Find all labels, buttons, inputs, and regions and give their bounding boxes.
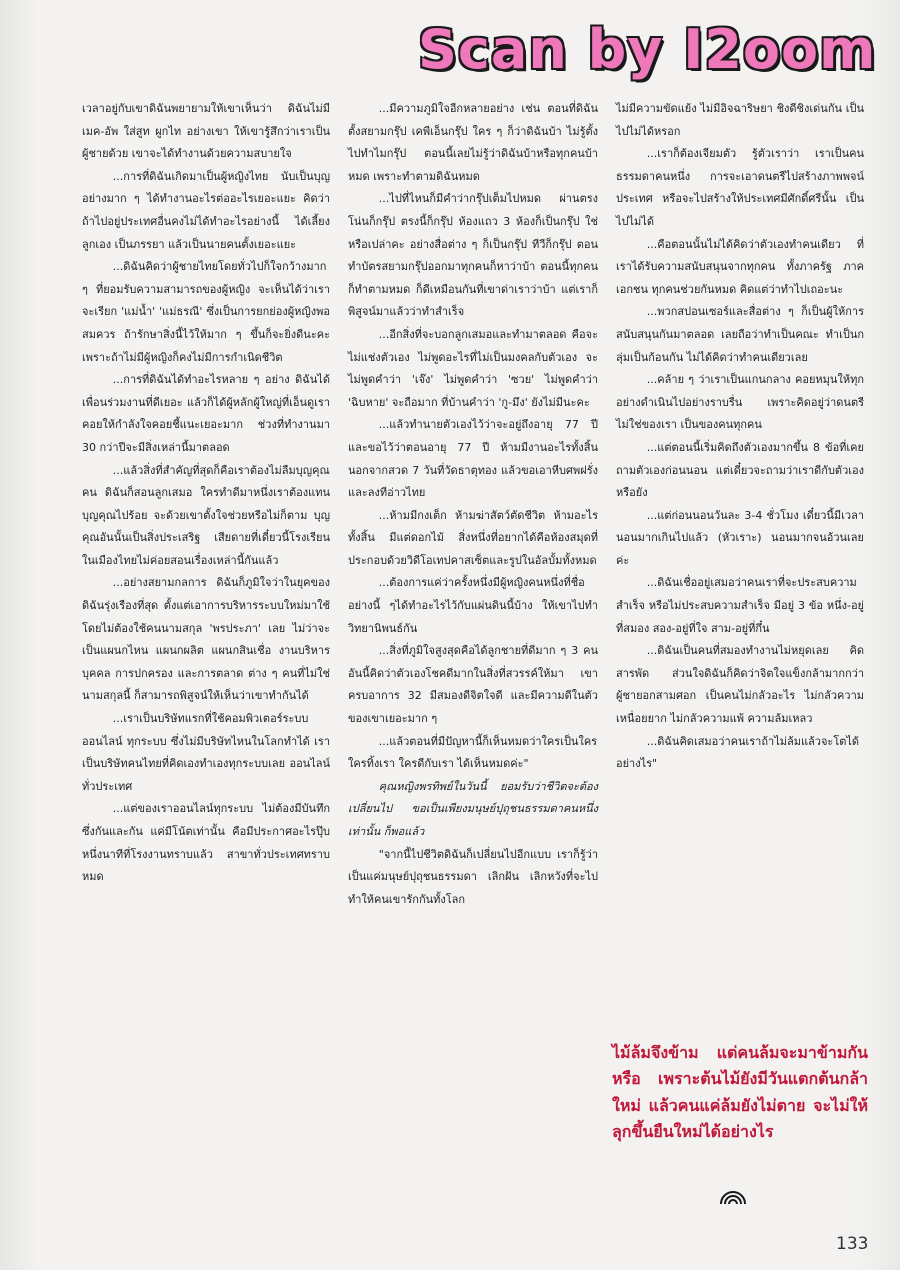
- paragraph: ...แต่ตอนนี้เริ่มคิดถึงตัวเองมากขึ้น 8 ข้อที่เคยถามตัวเองก่อนนอน แต่เดี๋ยวจะถามว่าเราดีกับตัวเองหรือยัง: [616, 440, 864, 500]
- paragraph: ...ต้องการแค่ว่าครั้งหนึ่งมีผู้หญิงคนหนึ่งที่ชื่ออย่างนี้ ๆได้ทำอะไรไว้กับแผ่นดินนี้บ้าง ให้เขาไปทำวิทยานิพนธ์กัน: [348, 576, 598, 635]
- paragraph: เวลาอยู่กับเขาดิฉันพยายามให้เขาเห็นว่า ดิฉันไม่มีเมค-อัพ ใส่สูท ผูกไท อย่างเขา ให้เขารู้สึกว่าเราเป็นผู้ชายด้วย เขาจะได้ทำงานด้วยความสบายใจ: [82, 102, 330, 161]
- paragraph: ...ห้ามมีกงเต็ก ห้ามฆ่าสัตว์ตัดชีวิต ห้ามอะไรทั้งสิ้น มีแต่ดอกไม้ สิ่งหนึ่งที่อยากได้คือห้องสมุดที่ประกอบด้วยวิดีโอเทปคาสเซ็ตและรูปในอัลบั้มทั้งหมด: [348, 508, 598, 567]
- paragraph: ...ไปที่ไหนก็มีคำว่ากรุ๊ปเต็มไปหมด ผ่านตรงโน่นก็กรุ๊ป ตรงนี้ก็กรุ๊ป ห้องแถว 3 ห้องก็เป็นกรุ๊ป ใช่หรือเปล่าคะ อย่างสื่อต่าง ๆ ก็เป็นกรุ๊ป ทีวีก็กรุ๊ป ตอนทำบัตรสยามกรุ๊ปออกมาทุกคนก็หาว่าบ้า ตอนนี้ทุกคนก็ทำตามหมด ก็ดีเหมือนกันที่เขาด่าเราว่าบ้า แต่เราก็พิสูจน์มาแล้วว่าทำสำเร็จ: [348, 192, 598, 319]
- paragraph: ...ดิฉันคิดว่าผู้ชายไทยโดยทั่วไปก็ใจกว้างมาก ๆ ที่ยอมรับความสามารถของผู้หญิง จะเห็นได้ว่าเราจะเรียก 'แม่น้ำ' 'แม่ธรณี' ซึ่งเป็นการยกย่องผู้หญิงพอสมควร ถ้ารักษาสิ่งนี้ไว้ให้มาก ๆ ขึ้นก็จะยิ่งดีนะคะ เพราะถ้าไม่มีผู้หญิงก็คงไม่มีการกำเนิดชีวิต: [82, 260, 330, 364]
- article-column-3: [616, 98, 864, 776]
- paragraph: ...การที่ดิฉันเกิดมาเป็นผู้หญิงไทย นับเป็นบุญอย่างมาก ๆ ได้ทำงานอะไรต่ออะไรเยอะแยะ คิดว่าถ้าไปอยู่ประเทศอื่นคงไม่ได้ทำอะไรอย่างนี้ ได้เลี้ยงลูกเอง เป็นภรรยา แล้วเป็นนายคนตั้งเยอะแยะ: [82, 169, 330, 251]
- paragraph: ...ดิฉันคิดเสมอว่าคนเราถ้าไม่ล้มแล้วจะโตได้อย่างไร": [616, 734, 860, 771]
- page-number: 133: [836, 1234, 869, 1254]
- paragraph: "จากนี้ไปชีวิตดิฉันก็เปลี่ยนไปอีกแบบ เราก็รู้ว่าเป็นแค่มนุษย์ปุถุชนธรรมดา เลิกฝัน เลิกหวังที่จะไปทำให้คนเขารักกันทั้งโลก: [348, 847, 598, 906]
- paragraph: ...การที่ดิฉันได้ทำอะไรหลาย ๆ อย่าง ดิฉันได้เพื่อนร่วมงานที่ดีเยอะ แล้วก็ได้ผู้หลักผู้ใหญ่ที่เอ็นดูเรา คอยให้กำลังใจคอยชี้แนะเยอะมาก ช่วงที่ทำงานมา 30 กว่าปีจะมีสิ่งเหล่านี้มาตลอด: [82, 373, 330, 454]
- paragraph: ...สิ่งที่ภูมิใจสูงสุดคือได้ลูกชายที่ดีมาก ๆ 3 คน อันนี้คิดว่าตัวเองโชคดีมากในสิ่งที่สวรรค์ให้มา เขาครบอาการ 32 มีสมองดีจิตใจดี และมีความดีในตัวของเขาเยอะมาก ๆ: [348, 644, 598, 726]
- paragraph: ...คือตอนนั้นไม่ได้คิดว่าตัวเองทำคนเดียว ที่เราได้รับความสนับสนุนจากทุกคน ทั้งภาครัฐ ภาคเอกชน ทุกคนช่วยกันหมด คิดแต่ว่าทำไปเถอะนะ: [616, 237, 864, 296]
- paragraph: ...แล้วสิ่งที่สำคัญที่สุดก็คือเราต้องไม่ลืมบุญคุณคน ดิฉันก็สอนลูกเสมอ ใครทำดีมาหนึ่งเราต้องแทนบุญคุณไปร้อย จะด้วยเขาตั้งใจช่วยหรือไม่ก็ตาม บุญคุณอันนั้นเป็นสิ่งประเสริฐ เสียดายที่เดี๋ยวนี้โรงเรียนในเมืองไทยไม่ค่อยสอนเรื่องเหล่านี้กันแล้ว: [82, 463, 330, 567]
- paragraph: ...แล้วทำนายตัวเองไว้ว่าจะอยู่ถึงอายุ 77 ปีและขอไว้ว่าตอนอายุ 77 ปี ห้ามมีงานอะไรทั้งสิ้น นอกจากสวด 7 วันที่วัดธาตุทอง แล้วขอเอาหีบศพฝรั่ง และลงทีอ่าวไทย: [348, 418, 598, 500]
- article-column-2: [348, 98, 598, 911]
- paragraph: ...แล้วตอนที่มีปัญหานี้ก็เห็นหมดว่าใครเป็นใคร ใครทิ้งเรา ใครดีกับเรา ได้เห็นหมดค่ะ": [348, 734, 598, 771]
- paragraph: ...แต่ของเราออนไลน์ทุกระบบ ไม่ต้องมีบันทึกซึ่งกันและกัน แค่มีโน้ตเท่านั้น คือมีประกาศอะไรปุ๊บ หนึ่งนาทีที่โรงงานทราบแล้ว สาขาทั่วประเทศทราบหมด: [82, 802, 330, 884]
- paragraph: ...ดิฉันเป็นคนที่สมองทำงานไม่หยุดเลย คิดสารพัด ส่วนใจดิฉันก็คิดว่าจิตใจแข็งกล้ามากกว่าผู้ชายอกสามศอก เป็นคนไม่กลัวอะไร ไม่กลัวความเหนื่อยยาก ไม่กลัวความแพ้ ความล้มเหลว: [616, 644, 864, 726]
- paragraph: ...อย่างสยามกลการ ดิฉันก็ภูมิใจว่าในยุคของดิฉันรุ่งเรืองที่สุด ตั้งแต่เอาการบริหารระบบใหม่มาใช้ โดยไม่ต้องใช้คนนามสกุล 'พรประภา' เลย ไม่ว่าจะเป็นแผนกไหน แผนกผลิต แผนกสินเชื่อ งานบริหารบุคคล การปกครอง และการตลาด ต่าง ๆ คนที่ไม่ใช่นามสกุลนี้ ก็สามารถพิสูจน์ให้เห็นว่าเขาทำกันได้: [82, 576, 330, 703]
- paragraph: ...ดิฉันเชื่ออยู่เสมอว่าคนเราที่จะประสบความสำเร็จ หรือไม่ประสบความสำเร็จ มีอยู่ 3 ข้อ หนึ่ง-อยู่ที่สมอง สอง-อยู่ที่ใจ สาม-อยู่ที่กึ๋น: [616, 576, 864, 635]
- scanner-watermark: Scan by I2oom: [418, 18, 877, 81]
- paragraph: ...เราก็ต้องเจียมตัว รู้ตัวเราว่า เราเป็นคนธรรมดาคนหนึ่ง การจะเอาดนตรีไปสร้างภาพพจน์ประเทศ หรือจะไปสร้างให้ประเทศมีศักดิ์ศรีนั้น เป็นไปไม่ได้: [616, 147, 864, 228]
- paragraph: ไม่มีความขัดแย้ง ไม่มีอิจฉาริษยา ชิงดีชิงเด่นกัน เป็นไปไม่ได้หรอก: [616, 102, 864, 138]
- pull-quote: ไม้ล้มจึงข้าม แต่คนล้มจะมาข้ามกันหรือ เพราะต้นไม้ยังมีวันแตกต้นกล้าใหม่ แล้วคนแค่ล้มยังไม่ตาย จะไม่ให้ลุกขึ้นยืนใหม่ได้อย่างไร: [612, 1043, 868, 1142]
- paragraph: ...มีความภูมิใจอีกหลายอย่าง เช่น ตอนที่ดิฉันตั้งสยามกรุ๊ป เคพีเอ็นกรุ๊ป ใคร ๆ ก็ว่าดิฉันบ้า ไม่รู้ตั้งไปทำไมกรุ๊ป ตอนนี้เลยไม่รู้ว่าดิฉันบ้าหรือทุกคนบ้าหมด เพราะทำตามดิฉันหมด: [348, 102, 598, 183]
- arc-ornament-icon: [718, 1184, 748, 1206]
- article-column-1: [82, 98, 330, 889]
- paragraph: ...คล้าย ๆ ว่าเราเป็นแกนกลาง คอยหมุนให้ทุกอย่างดำเนินไปอย่างราบรื่น เพราะคิดอยู่ว่าดนตรีไม่ใช่ของเรา เป็นของคนทุกคน: [616, 373, 864, 432]
- paragraph: ...พวกสปอนเซอร์และสื่อต่าง ๆ ก็เป็นผู้ให้การสนับสนุนกันมาตลอด เลยถือว่าทำเป็นคณะ ทำเป็นกลุ่มเป็นก้อนกัน ไม่ได้คิดว่าทำคนเดียวเลย: [616, 305, 864, 364]
- paragraph: ...อีกสิ่งที่จะบอกลูกเสมอและทำมาตลอด คือจะไม่แช่งตัวเอง ไม่พูดอะไรที่ไม่เป็นมงคลกับตัวเอง จะไม่พูดคำว่า 'เจ๊ง' ไม่พูดคำว่า 'ซวย' ไม่พูดคำว่า 'ฉิบหาย' จะถือมาก ที่บ้านคำว่า 'กู-มึง' ยังไม่มีนะคะ: [348, 327, 598, 409]
- italic-narration: คุณหญิงพรทิพย์ในวันนี้ ยอมรับว่าชีวิตจะต้องเปลี่ยนไป ขอเป็นเพียงมนุษย์ปุถุชนธรรมดาคนหนึ่งเท่านั้น ก็พอแล้ว: [348, 779, 598, 838]
- paragraph: ...เราเป็นบริษัทแรกที่ใช้คอมพิวเตอร์ระบบออนไลน์ ทุกระบบ ซึ่งไม่มีบริษัทไหนในโลกทำได้ เราเป็นบริษัทคนไทยที่คิดเองทำเองทุกระบบเลย ออนไลน์ทั่วประเทศ: [82, 712, 330, 793]
- paragraph: ...แต่ก่อนนอนวันละ 3-4 ชั่วโมง เดี๋ยวนี้มีเวลานอนมากเกินไปแล้ว (หัวเราะ) นอนมากจนอ้วนเลยค่ะ: [616, 508, 864, 567]
